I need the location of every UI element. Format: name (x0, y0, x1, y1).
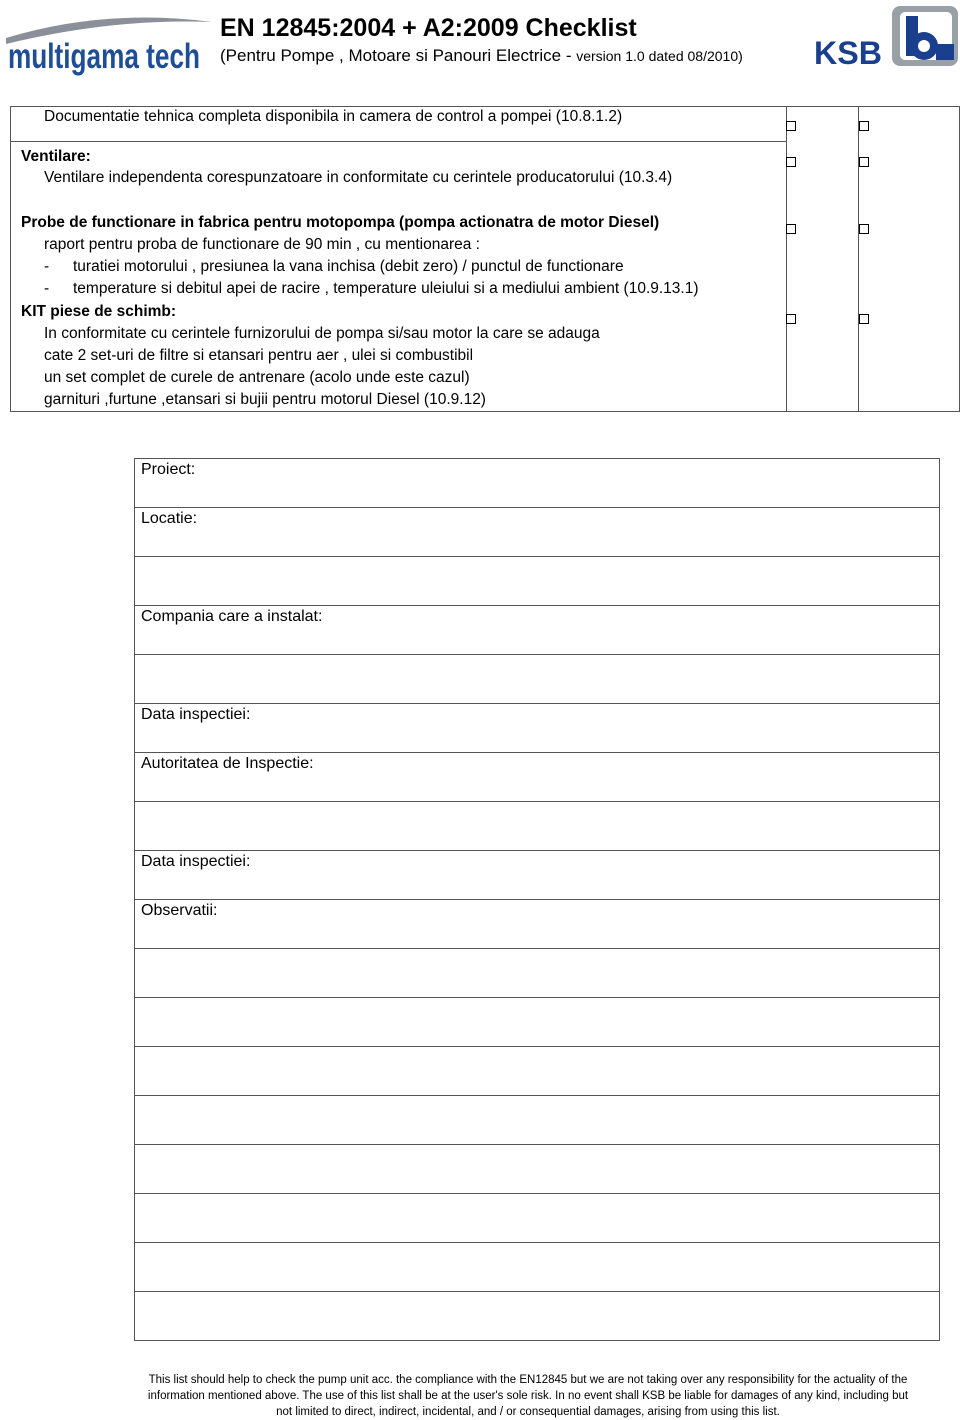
checkbox-factory-tests-no[interactable] (859, 224, 869, 234)
form-row-blank[interactable] (135, 1292, 939, 1341)
checklist-heading-factory-tests: Probe de functionare in fabrica pentru motopompa (pompa actionatra de motor Diesel) (21, 214, 660, 231)
multigama-tech-logo-graphic (4, 8, 214, 78)
disclaimer-line: not limited to direct, indirect, incidental, and / or consequential damages, arising from using this list. (276, 1406, 780, 1418)
form-row-blank[interactable] (135, 1096, 939, 1145)
checklist-item-dash: - (44, 258, 50, 275)
checklist-item-kit-filters: cate 2 set-uri de filtre si etansari pentru aer , ulei si combustibil (44, 347, 474, 364)
form-row-blank[interactable] (135, 1243, 939, 1292)
checklist-item-temperatures: temperature si debitul apei de racire , temperature uleiului si a mediului ambient (10.9.13.1) (73, 280, 699, 297)
disclaimer-footer (134, 1372, 922, 1420)
checkbox-factory-tests-yes[interactable] (786, 224, 796, 234)
ksb-logo-text: KSB (814, 35, 882, 71)
checklist-column-divider (858, 107, 859, 411)
checklist-table (10, 106, 960, 412)
document-title: EN 12845:2004 + A2:2009 Checklist (220, 14, 637, 42)
form-row-observations[interactable] (135, 900, 939, 949)
form-row-blank[interactable] (135, 557, 939, 606)
form-label: Observatii: (141, 902, 218, 919)
checklist-item-ventilation: Ventilare independenta corespunzatoare in conformitate cu cerintele producatorului (10.3.4) (44, 169, 673, 186)
checklist-item-engine-speed: turatiei motorului , presiunea la vana inchisa (debit zero) / punctul de functionare (73, 258, 624, 275)
checklist-item-test-report: raport pentru proba de functionare de 90 min , cu mentionarea : (44, 236, 480, 253)
form-label: Autoritatea de Inspectie: (141, 755, 314, 772)
form-row-blank[interactable] (135, 655, 939, 704)
checkbox-documentation-no[interactable] (859, 121, 869, 131)
form-label: Proiect: (141, 461, 196, 478)
form-row-blank[interactable] (135, 1194, 939, 1243)
form-row-inspection-date-2[interactable] (135, 851, 939, 900)
checklist-item-kit-gaskets: garnituri ,furtune ,etansari si bujii pentru motorul Diesel (10.9.12) (44, 391, 486, 408)
checkbox-ventilation-yes[interactable] (786, 157, 796, 167)
form-row-blank[interactable] (135, 802, 939, 851)
subtitle-version: version 1.0 dated 08/2010) (576, 48, 743, 64)
checklist-column-divider (786, 107, 787, 411)
form-row-inspection-date[interactable] (135, 704, 939, 753)
project-info-form (134, 458, 940, 1341)
form-row-blank[interactable] (135, 1145, 939, 1194)
checklist-heading-spare-parts-kit: KIT piese de schimb: (21, 303, 177, 320)
form-row-blank[interactable] (135, 1047, 939, 1096)
form-row-location[interactable] (135, 508, 939, 557)
multigama-tech-logo (4, 8, 214, 78)
form-row-blank[interactable] (135, 949, 939, 998)
ksb-logo (812, 4, 960, 70)
form-row-inspection-authority[interactable] (135, 753, 939, 802)
form-label: Locatie: (141, 510, 198, 527)
form-label: Data inspectiei: (141, 853, 251, 870)
checklist-heading-ventilation: Ventilare: (21, 148, 91, 165)
checkbox-spare-parts-yes[interactable] (786, 314, 796, 324)
checkbox-documentation-yes[interactable] (786, 121, 796, 131)
form-row-project[interactable] (135, 459, 939, 508)
checklist-row-divider (11, 141, 786, 142)
checklist-item-kit-supplier: In conformitate cu cerintele furnizorului de pompa si/sau motor la care se adauga (44, 325, 600, 342)
form-row-installer[interactable] (135, 606, 939, 655)
disclaimer-line: information mentioned above. The use of this list shall be at the user's sole risk. In no event shall KSB be liable for damages of any kind, including but (147, 1390, 909, 1402)
form-label: Data inspectiei: (141, 706, 251, 723)
checkbox-spare-parts-no[interactable] (859, 314, 869, 324)
form-label: Compania care a instalat: (141, 608, 323, 625)
ksb-logo-graphic (812, 4, 960, 70)
checklist-item-kit-belts: un set complet de curele de antrenare (acolo unde este cazul) (44, 369, 470, 386)
checkbox-ventilation-no[interactable] (859, 157, 869, 167)
form-row-blank[interactable] (135, 998, 939, 1047)
document-subtitle (220, 46, 743, 66)
checklist-item-documentation: Documentatie tehnica completa disponibila in camera de control a pompei (10.8.1.2) (44, 108, 623, 125)
subtitle-main: (Pentru Pompe , Motoare si Panouri Electrice - (220, 46, 577, 65)
disclaimer-line: This list should help to check the pump unit acc. the compliance with the EN12845 but we are not taking over any responsibility for the actuality of the (148, 1374, 908, 1386)
multigama-tech-logo-text: multigama tech (8, 37, 200, 76)
checklist-item-dash: - (44, 280, 50, 297)
